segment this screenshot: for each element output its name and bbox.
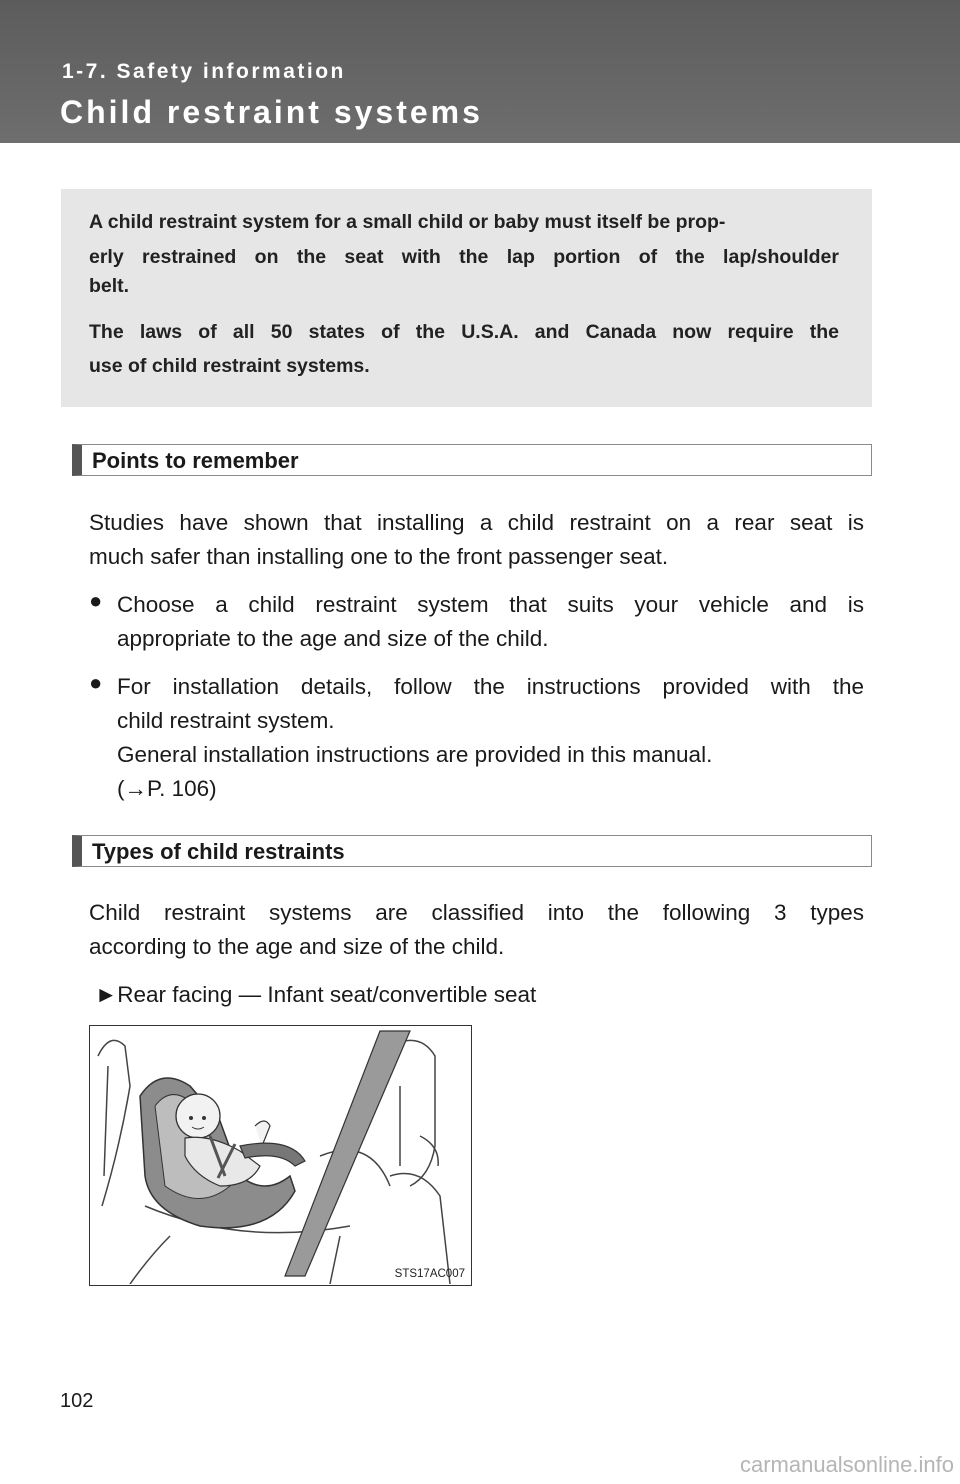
list-item: ►Rear facing — Infant seat/convertible seat (95, 982, 537, 1007)
page-header (0, 0, 960, 143)
page-number: 102 (60, 1390, 94, 1412)
intro-line: belt. (89, 275, 130, 297)
bullet-icon: ● (89, 670, 103, 695)
bullet-line: For installation details, follow the instructions provided with the (117, 674, 864, 699)
section-label: 1-7. Safety information (62, 60, 346, 83)
section-heading-points (72, 444, 872, 476)
intro-line: erly restrained on the seat with the lap portion of the lap/shoulder (89, 246, 839, 268)
infant-seat-figure (89, 1025, 472, 1286)
intro-line: A child restraint system for a small child or baby must itself be prop- (89, 211, 726, 233)
page-reference-link[interactable]: (→P. 106) (117, 776, 217, 801)
figure-code: STS17AC007 (394, 1268, 465, 1280)
bullet-line: appropriate to the age and size of the child. (117, 626, 549, 651)
infant-seat-illustration-icon (90, 1026, 470, 1284)
intro-line: The laws of all 50 states of the U.S.A. and Canada now require the (89, 321, 839, 343)
section-heading-text: Points to remember (92, 448, 299, 473)
body-line: Studies have shown that installing a child restraint on a rear seat is (89, 510, 864, 535)
bullet-icon: ● (89, 588, 103, 613)
bullet-line: child restraint system. (117, 708, 335, 733)
section-heading-text: Types of child restraints (92, 839, 345, 864)
section-heading-types (72, 835, 872, 867)
body-line: much safer than installing one to the front passenger seat. (89, 544, 669, 569)
bullet-line: Choose a child restraint system that suits your vehicle and is (117, 592, 864, 617)
page-title: Child restraint systems (60, 94, 483, 130)
intro-line: use of child restraint systems. (89, 355, 370, 377)
body-line: according to the age and size of the child. (89, 934, 505, 959)
watermark: carmanualsonline.info (739, 1452, 954, 1477)
intro-box (61, 189, 872, 407)
body-line: Child restraint systems are classified into the following 3 types (89, 900, 864, 925)
bullet-line: General installation instructions are provided in this manual. (117, 742, 713, 767)
